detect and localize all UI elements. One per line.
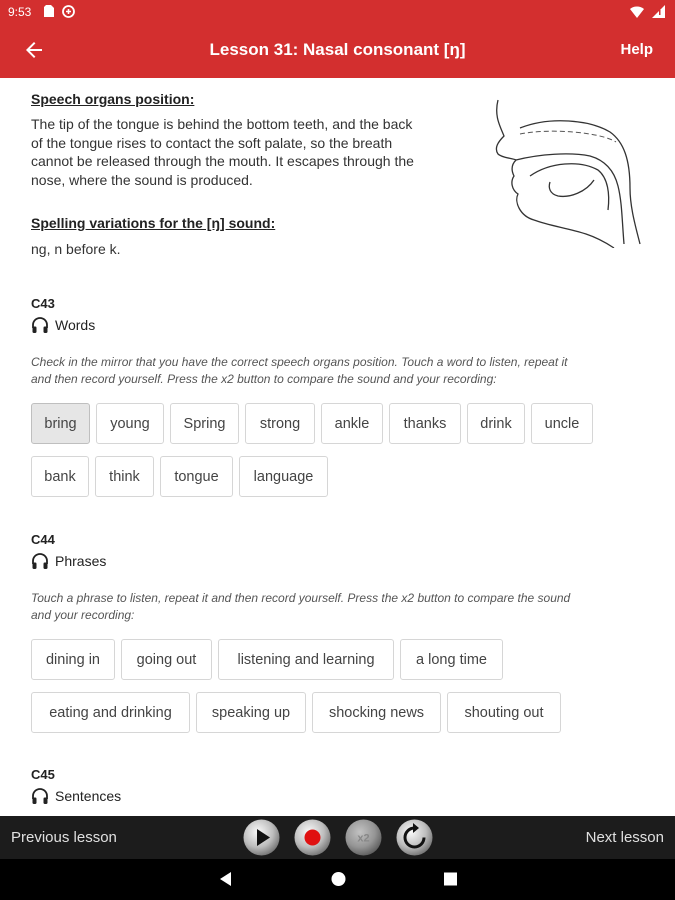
speech-organs-heading: Speech organs position: xyxy=(31,91,195,107)
phrase-chip[interactable]: eating and drinking xyxy=(31,692,190,733)
phrase-chip[interactable]: speaking up xyxy=(196,692,306,733)
lesson-content[interactable] xyxy=(0,78,675,816)
description-line: of the tongue rises to contact the soft palate, so the breath xyxy=(31,134,393,151)
recents-square-icon[interactable] xyxy=(443,871,458,887)
section-title-words xyxy=(31,316,95,334)
word-chip[interactable]: young xyxy=(96,403,164,444)
section-title-text: Sentences xyxy=(55,788,122,804)
compare-x2-button[interactable] xyxy=(345,819,382,856)
section-title-phrases xyxy=(31,552,106,570)
system-navigation-bar xyxy=(0,859,675,900)
speech-organs-diagram xyxy=(490,98,645,248)
word-chip[interactable]: drink xyxy=(467,403,525,444)
section-code-c43: C43 xyxy=(31,296,55,311)
help-button[interactable]: Help xyxy=(620,41,653,58)
record-icon xyxy=(305,830,321,846)
section-title-text: Words xyxy=(55,317,96,333)
word-chip[interactable]: bank xyxy=(31,456,89,497)
spelling-text: ng, n before k. xyxy=(31,241,121,257)
word-chip[interactable]: bring xyxy=(31,403,90,444)
phrase-chip[interactable]: a long time xyxy=(400,639,503,680)
word-chip[interactable]: tongue xyxy=(160,456,233,497)
description-line: The tip of the tongue is behind the bottom teeth, and the back xyxy=(31,116,413,132)
word-chip[interactable]: strong xyxy=(245,403,315,444)
battery-icon xyxy=(651,4,665,19)
sync-icon xyxy=(62,5,75,18)
headphones-icon xyxy=(31,316,49,334)
spelling-heading: Spelling variations for the [ŋ] sound: xyxy=(31,215,276,231)
instruction-line: and then record yourself. Press the x2 button to compare the sound and your recording: xyxy=(31,372,497,386)
description-line: nose, where the sound is produced. xyxy=(31,171,253,188)
words-instruction xyxy=(31,354,661,388)
word-chip[interactable]: thanks xyxy=(389,403,461,444)
home-circle-icon[interactable] xyxy=(331,871,346,887)
phrases-instruction xyxy=(31,590,661,624)
status-time: 9:53 xyxy=(8,5,32,19)
word-chip[interactable]: ankle xyxy=(321,403,383,444)
page-title: Lesson 31: Nasal consonant [ŋ] xyxy=(209,40,466,59)
app-bar xyxy=(0,24,675,78)
sim-card-icon xyxy=(44,5,54,17)
wifi-icon xyxy=(630,6,644,18)
phrase-chip[interactable]: shouting out xyxy=(447,692,561,733)
instruction-line: Touch a phrase to listen, repeat it and then record yourself. Press the x2 button to compare the sound xyxy=(31,591,571,605)
section-code-c45: C45 xyxy=(31,767,55,782)
section-title-text: Phrases xyxy=(55,553,107,569)
word-chip[interactable]: language xyxy=(239,456,328,497)
instruction-line: and your recording: xyxy=(31,608,135,622)
phrase-chip[interactable]: dining in xyxy=(31,639,115,680)
phrase-chip[interactable]: listening and learning xyxy=(218,639,394,680)
section-title-sentences xyxy=(31,787,121,805)
next-lesson-button[interactable]: Next lesson xyxy=(585,829,664,846)
headphones-icon xyxy=(31,552,49,570)
description-line: cannot be released through the mouth. It escapes through the xyxy=(31,153,414,169)
word-chip[interactable]: uncle xyxy=(531,403,593,444)
back-triangle-icon[interactable] xyxy=(218,871,234,887)
replay-button[interactable] xyxy=(396,819,433,856)
lesson-controls-bar xyxy=(0,816,675,859)
x2-label: x2 xyxy=(357,832,370,845)
word-chip[interactable]: think xyxy=(95,456,154,497)
section-code-c44: C44 xyxy=(31,532,55,547)
instruction-line: Check in the mirror that you have the correct speech organs position. Touch a word to listen, repeat it xyxy=(31,355,568,369)
previous-lesson-button[interactable]: Previous lesson xyxy=(11,829,117,846)
speech-organs-description xyxy=(31,115,481,189)
word-chip[interactable]: Spring xyxy=(170,403,239,444)
phrase-chip[interactable]: shocking news xyxy=(312,692,441,733)
record-button[interactable] xyxy=(294,819,331,856)
phrase-chip[interactable]: going out xyxy=(121,639,212,680)
headphones-icon xyxy=(31,787,49,805)
status-bar xyxy=(0,0,675,24)
play-button[interactable] xyxy=(243,819,280,856)
